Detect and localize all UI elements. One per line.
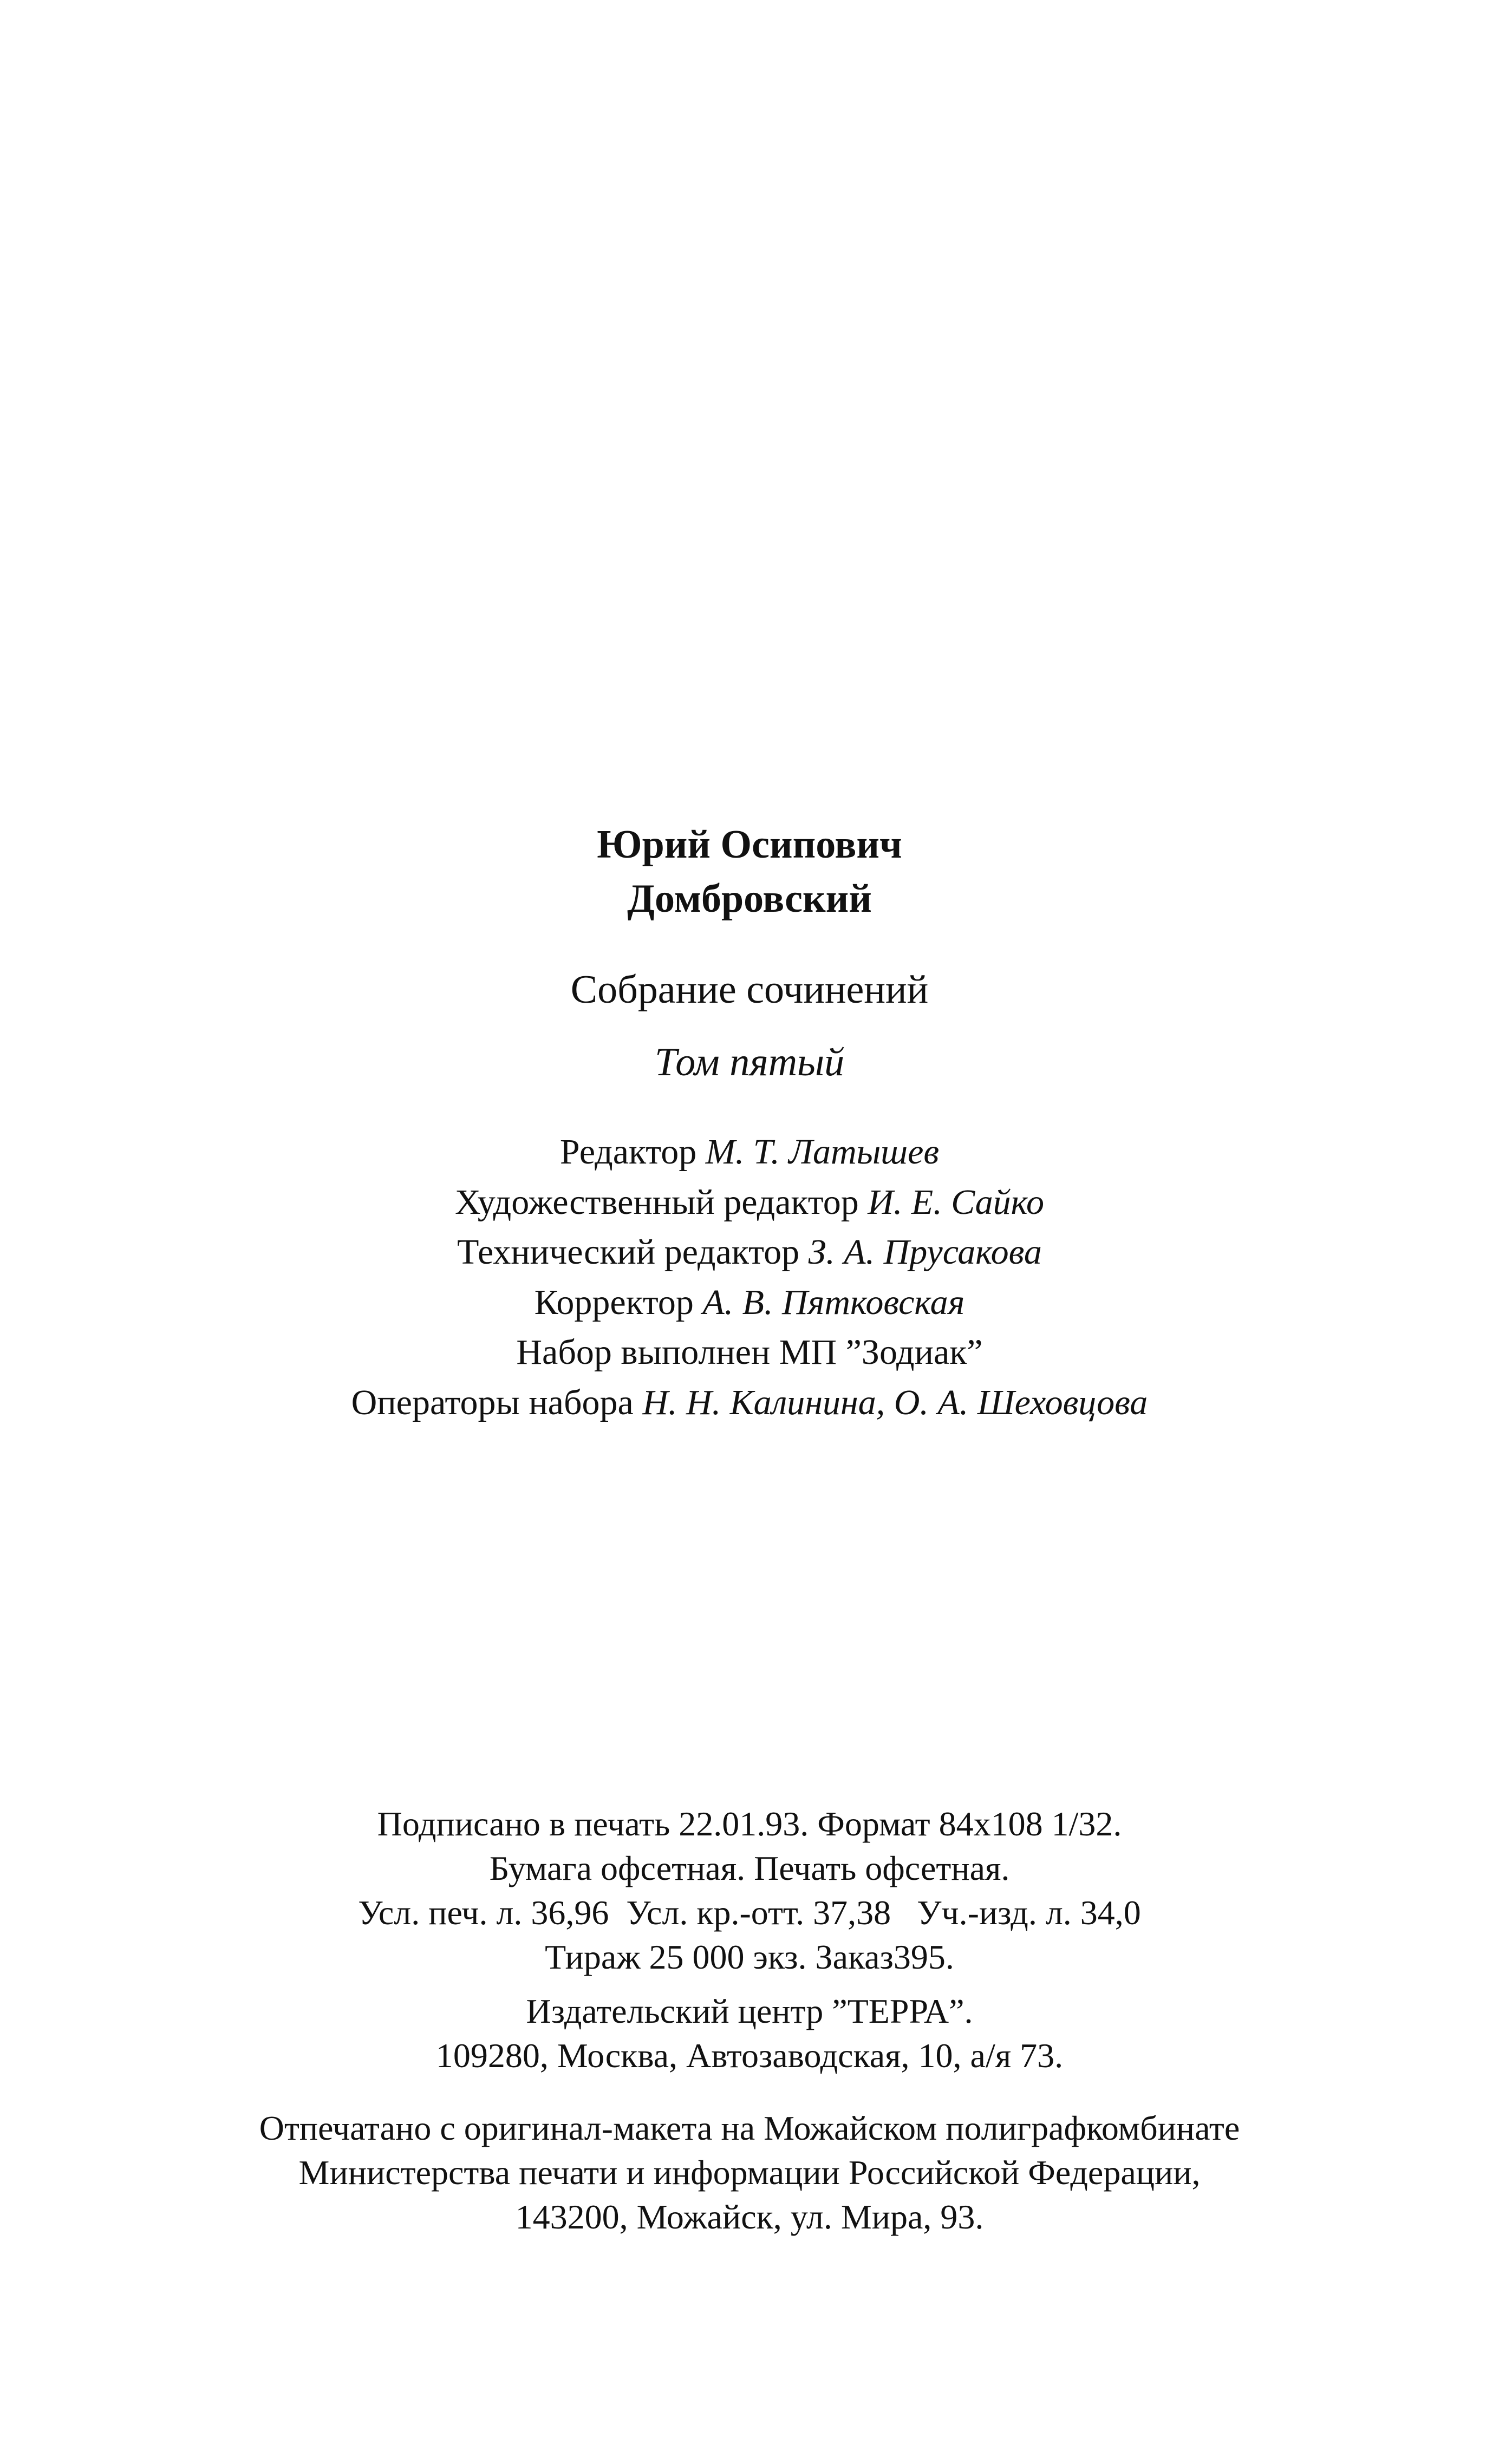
credit-name: И. Е. Сайко: [868, 1182, 1045, 1222]
credit-name: З. А. Прусакова: [808, 1232, 1042, 1272]
credit-line-typesetting: [0, 1328, 1499, 1378]
credit-role: Художественный редактор: [454, 1182, 859, 1222]
credit-role: Набор выполнен МП ”Зодиак”: [516, 1332, 983, 1372]
volume-text: Том пятый: [654, 1040, 845, 1084]
printer-line: Министерства печати и информации Российской Федерации,: [298, 2153, 1201, 2192]
credit-name: М. Т. Латышев: [705, 1132, 940, 1172]
credit-role: Корректор: [534, 1282, 694, 1322]
print-detail-line: Тираж 25 000 экз. Заказ395.: [545, 1938, 954, 1976]
credit-role: Операторы набора: [351, 1382, 634, 1422]
credit-role: Редактор: [559, 1132, 697, 1172]
print-details: [0, 1802, 1499, 1979]
credit-line-editor: [0, 1127, 1499, 1178]
print-detail-line: Бумага офсетная. Печать офсетная.: [489, 1849, 1010, 1887]
printer-info: [0, 2106, 1499, 2239]
printer-address: 143200, Можайск, ул. Мира, 93.: [515, 2198, 984, 2236]
credit-line-art-editor: [0, 1178, 1499, 1228]
credit-line-operators: [0, 1378, 1499, 1428]
credit-line-technical-editor: [0, 1227, 1499, 1278]
volume-label: [0, 1035, 1499, 1089]
credit-name: А. В. Пятковская: [702, 1282, 965, 1322]
print-detail-line: Усл. печ. л. 36,96 Усл. кр.-отт. 37,38 Уч.-изд. л. 34,0: [358, 1893, 1141, 1932]
print-detail-line: Подписано в печать 22.01.93. Формат 84x108 1/32.: [377, 1805, 1122, 1843]
publisher-address: 109280, Москва, Автозаводская, 10, а/я 73.: [435, 2036, 1064, 2075]
book-title-text: Собрание сочинений: [570, 968, 929, 1012]
publisher-info: [0, 1989, 1499, 2078]
author-block: [0, 818, 1499, 926]
author-first-names: Юрий Осипович: [597, 822, 902, 867]
book-title: [0, 963, 1499, 1017]
printer-line: Отпечатано с оригинал-макета на Можайском полиграфкомбинате: [259, 2109, 1240, 2147]
publisher-line: Издательский центр ”ТЕРРА”.: [526, 1992, 973, 2030]
credits-list: [0, 1127, 1499, 1428]
credit-name: Н. Н. Калинина, О. А. Шеховцова: [642, 1382, 1148, 1422]
credit-line-proofreader: [0, 1278, 1499, 1328]
author-surname: Домбровский: [627, 877, 872, 921]
credit-role: Технический редактор: [457, 1232, 800, 1272]
